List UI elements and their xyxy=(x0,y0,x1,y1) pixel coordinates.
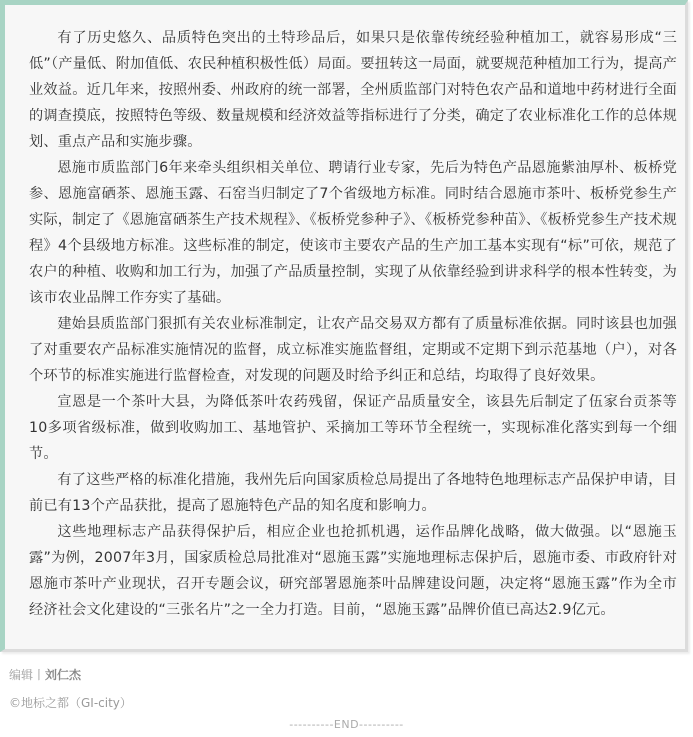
paragraph-4: 宣恩是一个茶叶大县，为降低茶叶农药残留，保证产品质量安全，该县先后制定了伍家台贡茶等10多项省级标准，做到收购加工、基地管护、采摘加工等环节全程统一，实现标准化落实到每一个细节。 xyxy=(29,394,677,462)
article-body xyxy=(29,25,677,623)
paragraph-1: 有了历史悠久、品质特色突出的土特珍品后，如果只是依靠传统经验种植加工，就容易形成“三低”（产量低、附加值低、农民种植积极性低）局面。要扭转这一局面，就要规范种植加工行为，提高产业效益。近几年来，按照州委、州政府的统一部署，全州质监部门对特色农产品和道地中药材进行全面的调查摸底，按照特色等级、数量规模和经济效益等指标进行了分类，确定了农业标准化工作的总体规划、重点产品和实施步骤。 xyxy=(29,30,677,150)
editor-name: 刘仁杰 xyxy=(45,668,82,682)
paragraph-3: 建始县质监部门狠抓有关农业标准制定，让农产品交易双方都有了质量标准依据。同时该县也加强了对重要农产品标准实施情况的监督，成立标准实施监督组，定期或不定期下到示范基地（户），对各个环节的标准实施进行监督检查，对发现的问题及时给予纠正和总结，均取得了良好效果。 xyxy=(29,316,677,384)
editor-label: 编辑丨 xyxy=(9,668,46,682)
source-credit: ©地标之都（GI-city） xyxy=(9,696,132,710)
editor-credit xyxy=(9,666,81,683)
paragraph-6: 这些地理标志产品获得保护后，相应企业也抢抓机遇，运作品牌化战略，做大做强。以“恩施玉露”为例，2007年3月，国家质检总局批准对“恩施玉露”实施地理标志保护后，恩施市委、市政府针对恩施市茶叶产业现状，召开专题会议，研究部署恩施茶叶品牌建设问题，决定将“恩施玉露”作为全市经济社会文化建设的“三张名片”之一全力打造。目前，“恩施玉露”品牌价值已高达2.9亿元。 xyxy=(29,524,677,618)
end-divider: ----------END---------- xyxy=(289,718,404,731)
paragraph-5: 有了这些严格的标准化措施，我州先后向国家质检总局提出了各地特色地理标志产品保护申请，目前已有13个产品获批，提高了恩施特色产品的知名度和影响力。 xyxy=(29,472,677,514)
paragraph-2: 恩施市质监部门6年来牵头组织相关单位、聘请行业专家，先后为特色产品恩施紫油厚朴、板桥党参、恩施富硒茶、恩施玉露、石窑当归制定了7个省级地方标准。同时结合恩施市茶叶、板桥党参生产实际，制定了《恩施富硒茶生产技术规程》、《板桥党参种子》、《板桥党参种苗》、《板桥党参生产技术规程》4个县级地方标准。这些标准的制定，使该市主要农产品的生产加工基本实现有“标”可依，规范了农户的种植、收购和加工行为，加强了产品质量控制，实现了从依靠经验到讲求科学的根本性转变，为该市农业品牌工作夯实了基础。 xyxy=(29,160,678,306)
